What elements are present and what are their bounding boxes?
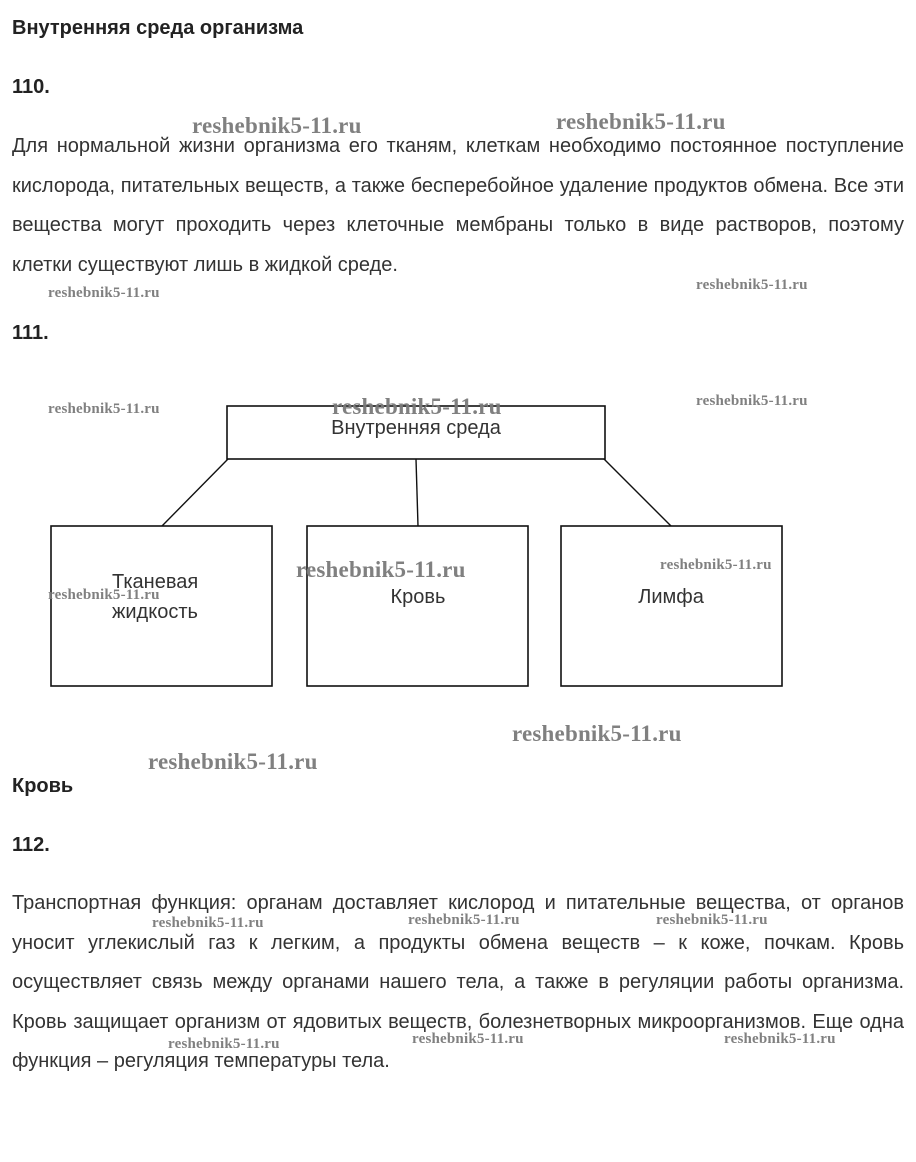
- diagram-root-label: Внутренняя среда: [331, 417, 501, 439]
- connector-line-tissue-fluid: [162, 459, 228, 526]
- watermark: reshebnik5-11.ru: [412, 1031, 524, 1047]
- section-title-blood: Кровь: [12, 775, 74, 797]
- section-title-internal-environment: Внутренняя среда организма: [12, 17, 304, 39]
- watermark: reshebnik5-11.ru: [660, 557, 772, 573]
- watermark: reshebnik5-11.ru: [48, 285, 160, 301]
- diagram-label-tissue-fluid-line2: жидкость: [112, 601, 198, 623]
- watermark: reshebnik5-11.ru: [192, 113, 362, 138]
- watermark: reshebnik5-11.ru: [696, 277, 808, 293]
- watermark: reshebnik5-11.ru: [656, 912, 768, 928]
- watermark: reshebnik5-11.ru: [696, 393, 808, 409]
- watermark: reshebnik5-11.ru: [48, 401, 160, 417]
- watermark: reshebnik5-11.ru: [152, 915, 264, 931]
- watermark: reshebnik5-11.ru: [168, 1036, 280, 1052]
- watermark: reshebnik5-11.ru: [148, 749, 318, 774]
- diagram-label-blood: Кровь: [390, 586, 446, 608]
- watermark: reshebnik5-11.ru: [724, 1031, 836, 1047]
- watermark: reshebnik5-11.ru: [296, 557, 466, 582]
- answer-112-text: Транспортная функция: органам доставляет кислород и питательные вещества, от органов уносит углекислый газ к легким, а продукты обмена веществ – к коже, почкам. Кровь осуществляет связь между органами нашего тела, а также в регуляции работы организма. Кровь защищает организм от ядовитых веществ, болезнетворных микроорганизмов. Еще одна функция – регуляция температуры тела.: [12, 892, 904, 1072]
- watermark: reshebnik5-11.ru: [556, 109, 726, 134]
- connector-line-blood: [416, 459, 418, 526]
- watermark: reshebnik5-11.ru: [512, 721, 682, 746]
- watermark: reshebnik5-11.ru: [408, 912, 520, 928]
- question-number-110: 110.: [12, 76, 50, 98]
- diagram-label-tissue-fluid-line1: Тканевая: [112, 571, 199, 593]
- question-number-112: 112.: [12, 834, 50, 856]
- diagram-label-lymph: Лимфа: [638, 586, 704, 608]
- connector-line-lymph: [604, 459, 671, 526]
- answer-110-text: Для нормальной жизни организма его тканям, клеткам необходимо постоянное поступление кислорода, питательных веществ, а также бесперебойное удаление продуктов обмена. Все эти вещества могут проходить через клеточные мембраны только в виде растворов, поэтому клетки существуют лишь в жидкой среде.: [12, 135, 904, 276]
- watermark: reshebnik5-11.ru: [332, 394, 502, 419]
- question-number-111: 111.: [12, 322, 49, 344]
- watermark: reshebnik5-11.ru: [48, 587, 160, 603]
